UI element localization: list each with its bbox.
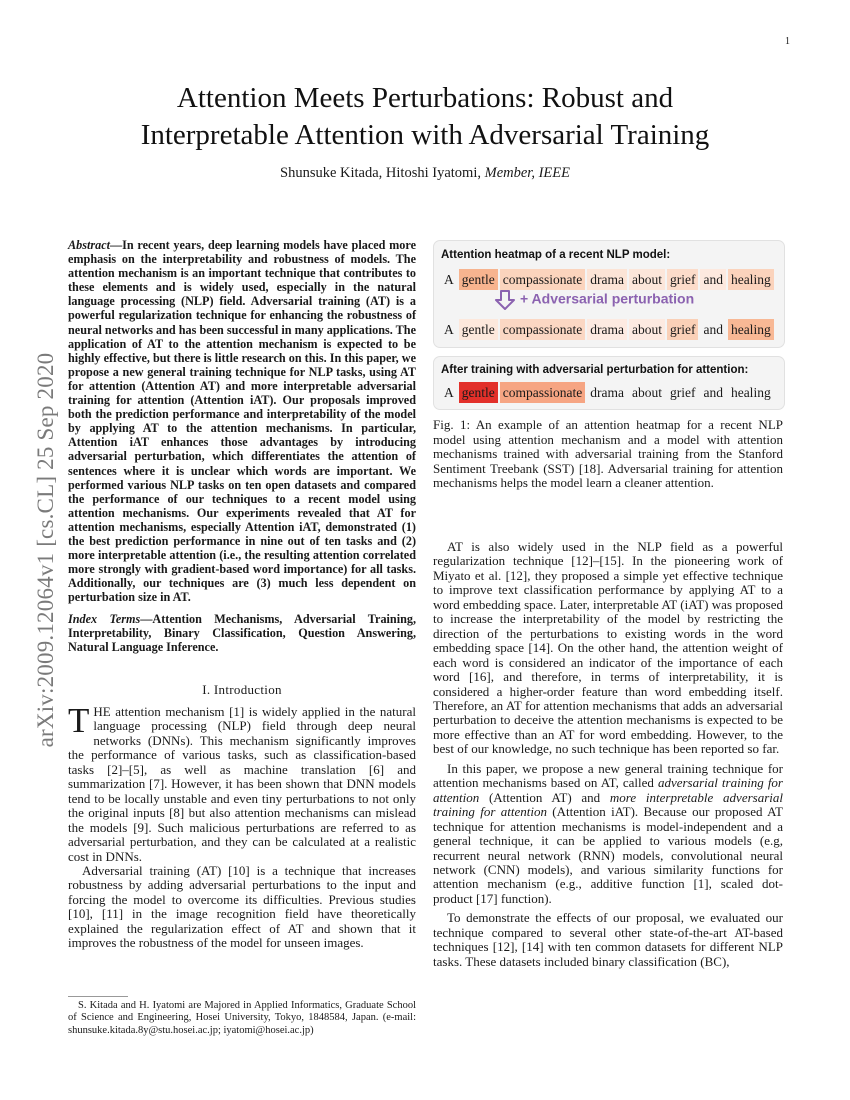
heatmap-word: gentle	[459, 382, 498, 403]
heatmap-word: about	[629, 319, 665, 340]
heatmap-word: healing	[728, 269, 774, 290]
footnote-text: S. Kitada and H. Iyatomi are Majored in Applied Informatics, Graduate School of Science and Engineering, Hosei University, Tokyo, 1848584, Japan. (e-mail: shunsuke.kitada.8y@stu.hosei.ac.jp; iyatomi@hosei.ac.jp)	[68, 1000, 416, 1036]
figure-caption: Fig. 1: An example of an attention heatmap for a recent NLP model using attention mechanism and a model with attention mechanisms trained with adversarial training from the Stanford Sentiment Treebank (SST) [18]. Adversarial training for attention mechanisms helps the model learn a cleaner attention.	[433, 417, 783, 491]
heatmap-word: and	[700, 382, 726, 403]
index-terms	[68, 612, 416, 654]
author-names: Shunsuke Kitada, Hitoshi Iyatomi,	[280, 165, 485, 181]
arxiv-identifier: arXiv:2009.12064v1 [cs.CL] 25 Sep 2020	[33, 352, 58, 748]
abstract-text: —In recent years, deep learning models have placed more emphasis on the interpretability and robustness of models. The attention mechanism is an important technique that contributes to these elements and is widely used, especially in the natural language processing (NLP) field. Adversarial training (AT) is a powerful regularization technique for enhancing the robustness of neural networks and has been successful in many applications. The application of AT to the attention mechanism is expected to be highly effective, but there is little research on this. In this paper, we propose a new general training technique for NLP tasks, using AT for attention (Attention AT) and more interpretable adversarial training for attention (Attention iAT). Our proposals improved both the prediction performance and interpretability of the model by applying AT to the attention mechanisms. In particular, Attention iAT enhances those advantages by introducing adversarial perturbation, which differentiates the attention of sentences where it is unclear which words are important. We performed various NLP tasks on ten open datasets and compared the performance of our techniques to a recent model using attention mechanisms. Our experiments revealed that AT for attention mechanisms, especially Attention iAT, demonstrated (1) the best prediction performance in nine out of ten tasks and (2) more interpretable attention (i.e., the resulting attention correlated more strongly with gradient-based word importance) for all tasks. Additionally, our techniques are (3) much less dependent on perturbation size in AT.	[68, 238, 416, 605]
right-p2-italic-2: more interpretable adversarial training for attention	[433, 789, 783, 820]
author-membership: Member, IEEE	[484, 165, 570, 181]
heatmap-word: drama	[587, 382, 627, 403]
index-terms-text: —Attention Mechanisms, Adversarial Training, Interpretability, Binary Classification, Question Answering, Natural Language Inference.	[68, 612, 417, 655]
right-paragraph-2	[433, 762, 783, 907]
intro-paragraph-1-text: HE attention mechanism [1] is widely applied in the natural language processing (NLP) field through deep neural networks (DNNs). This mechanism significantly improves the performance of various tasks, such as classification-based tasks [2]–[5], as well as machine translation [6] and summarization [7]. However, it has been shown that DNN models tend to be locally unstable and even tiny perturbations to not only the original inputs [8] but also attention mechanisms can mislead the models [9]. Such malicious perturbations are referred to as adversarial perturbation, and they can be calculated at a realistic cost in DNNs.	[68, 704, 416, 864]
figure-heatmap-box-before	[433, 240, 785, 348]
paper-title	[60, 80, 790, 154]
figure-box2-title: After training with adversarial perturbation for attention:	[441, 364, 749, 376]
heatmap-word: gentle	[459, 269, 498, 290]
right-p2-part-b: (Attention AT) and	[479, 789, 610, 805]
title-line-2: Interpretable Attention with Adversarial Training	[140, 119, 710, 151]
heatmap-word: compassionate	[500, 269, 585, 290]
heatmap-word: A	[441, 319, 457, 340]
footnote	[68, 1000, 416, 1037]
introduction-body	[68, 701, 416, 951]
heatmap-sentence-perturbed	[441, 319, 776, 340]
footnote-rule	[68, 996, 128, 997]
heatmap-word: healing	[728, 319, 774, 340]
heatmap-word: grief	[667, 319, 698, 340]
heatmap-sentence-original	[441, 269, 776, 290]
heatmap-word: and	[700, 319, 726, 340]
heatmap-word: A	[441, 382, 457, 403]
abstract	[68, 238, 416, 604]
adversarial-perturbation-arrow	[494, 289, 694, 311]
heatmap-word: about	[629, 269, 665, 290]
abstract-label: Abstract	[68, 238, 110, 252]
heatmap-word: drama	[587, 319, 627, 340]
authors	[60, 165, 790, 182]
section-heading-introduction: I. Introduction	[202, 682, 282, 697]
right-p2-italic-1: adversarial training for attention	[433, 775, 783, 805]
drop-cap: T	[68, 701, 90, 740]
heatmap-word: grief	[667, 269, 698, 290]
figure-heatmap-box-after	[433, 356, 785, 410]
heatmap-word: and	[700, 269, 726, 290]
heatmap-word: compassionate	[500, 382, 585, 403]
right-paragraph-3: To demonstrate the effects of our proposal, we evaluated our technique compared to several other state-of-the-art AT-based techniques [12], [14] with ten common datasets for different NLP tasks. These datasets included binary classification (BC),	[433, 910, 783, 969]
intro-paragraph-1	[68, 701, 416, 864]
heatmap-word: grief	[667, 382, 698, 403]
heatmap-word: A	[441, 269, 457, 290]
heatmap-sentence-trained	[441, 382, 776, 403]
heatmap-word: compassionate	[500, 319, 585, 340]
figure-box1-title: Attention heatmap of a recent NLP model:	[441, 249, 671, 261]
heatmap-word: about	[629, 382, 665, 403]
right-column-body	[433, 540, 783, 974]
heatmap-word: healing	[728, 382, 774, 403]
title-line-1: Attention Meets Perturbations: Robust and	[176, 82, 674, 114]
right-p2-part-c: (Attention iAT). Because our proposed AT technique for attention mechanisms is model-independent and a general technique, it can be applied to various models (e.g, recurrent neural network (RNN) models, convolutional neural network (CNN) models), and various similarity functions for attention mechanism (e.g., additive function [1], scaled dot-product [17] function).	[433, 804, 783, 906]
down-arrow-icon	[494, 289, 516, 311]
heatmap-word: gentle	[459, 319, 498, 340]
arxiv-sidebar	[35, 290, 57, 810]
heatmap-word: drama	[587, 269, 627, 290]
index-terms-label: Index Terms	[68, 612, 141, 626]
page-number: 1	[785, 36, 790, 47]
arrow-label: + Adversarial perturbation	[520, 290, 695, 307]
right-p2-part-a: In this paper, we propose a new general training technique for attention mechanisms based on AT, called	[433, 760, 783, 791]
intro-paragraph-2: Adversarial training (AT) [10] is a technique that increases robustness by adding adversarial perturbations to the input and forcing the model to overcome its difficulties. Previous studies [10], [11] in the image recognition field have theoretically explained the regularization effect of AT and shown that it improves the robustness of the model for unseen images.	[68, 862, 416, 951]
right-paragraph-1: AT is also widely used in the NLP field as a powerful regularization technique [12]–[15]. In the pioneering work of Miyato et al. [12], they proposed a simple yet effective technique to improve text classification performance by applying AT to a word embedding space. Later, interpretable AT (iAT) was proposed to increase the interpretability of the model by restricting the direction of the perturbations to existing words in the word embedding space [14]. On the other hand, the attention weight of each word is considered an indicator of the importance of each word [16], and therefore, in terms of interpretability, it is considered a higher-order feature than word embedding itself. Therefore, an AT for attention mechanisms that adds an adversarial perturbation to deceive the attention mechanisms is expected to be more effective than an AT for word embedding. However, to the best of our knowledge, no such technique has been reported so far.	[433, 539, 783, 757]
